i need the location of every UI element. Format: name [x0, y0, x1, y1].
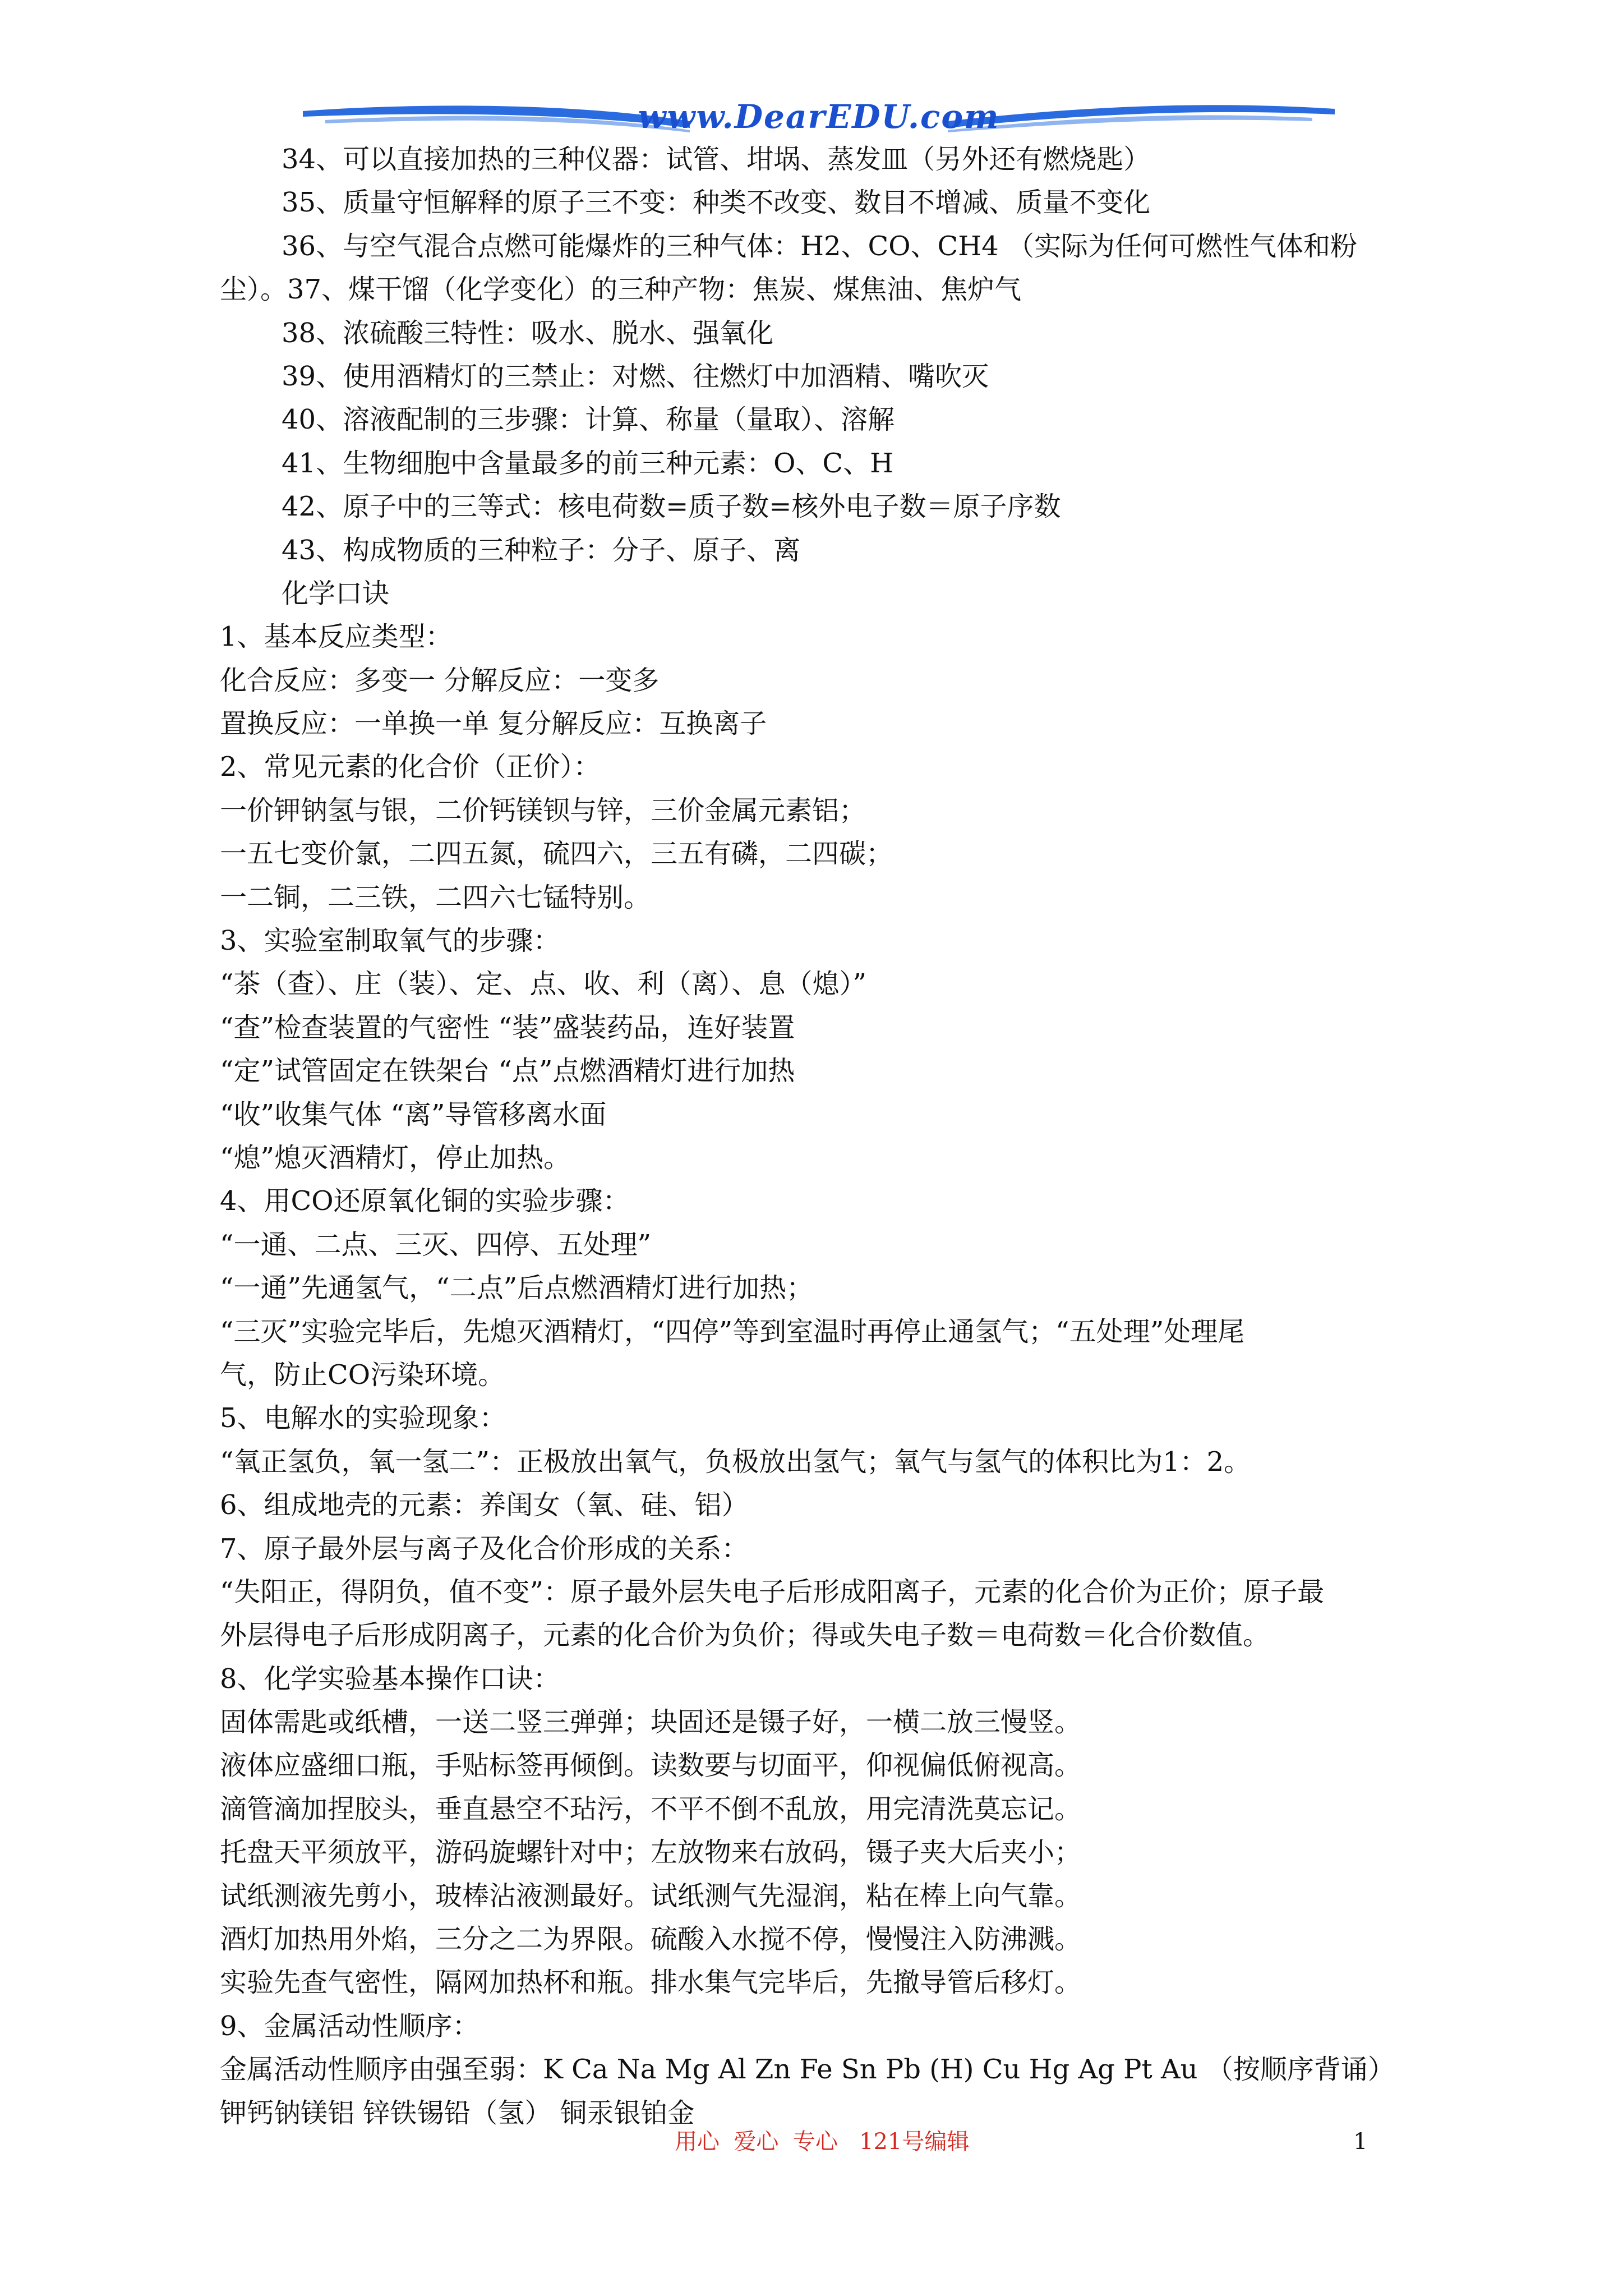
text-line: 托盘天平须放平，游码旋螺针对中；左放物来右放码，镊子夹大后夹小； — [220, 1837, 1082, 1869]
text-line: 钾钙钠镁铝 锌铁锡铅（氢） 铜汞银铂金 — [220, 2097, 695, 2129]
text-line: 化合反应：多变一 分解反应：一变多 — [220, 664, 660, 696]
section-heading: 6、组成地壳的元素：养闺女（氧、硅、铝） — [220, 1489, 749, 1521]
text-line: “定”试管固定在铁架台 “点”点燃酒精灯进行加热 — [220, 1055, 795, 1087]
page-footer — [0, 2126, 1623, 2165]
section-heading: 9、金属活动性顺序： — [220, 2010, 479, 2042]
text-line: 气，防止CO污染环境。 — [220, 1359, 505, 1391]
section-heading: 1、基本反应类型： — [220, 621, 453, 653]
text-line: 39、使用酒精灯的三禁止：对燃、往燃灯中加酒精、嘴吹灭 — [282, 360, 989, 392]
text-line: 实验先查气密性，隔网加热杯和瓶。排水集气完毕后，先撤导管后移灯。 — [220, 1967, 1082, 1999]
text-line: 34、可以直接加热的三种仪器：试管、坩埚、蒸发皿（另外还有燃烧匙） — [282, 144, 1151, 175]
text-line: “收”收集气体 “离”导管移离水面 — [220, 1098, 607, 1130]
site-name[interactable]: www.DearEDU.com — [638, 98, 1000, 136]
text-line: 液体应盛细口瓶，手贴标签再倾倒。读数要与切面平，仰视偏低俯视高。 — [220, 1750, 1082, 1782]
text-line: “氧正氢负，氧一氢二”：正极放出氧气，负极放出氢气；氧气与氢气的体积比为1：2。 — [220, 1446, 1251, 1478]
section-heading: 2、常见元素的化合价（正价）： — [220, 751, 601, 783]
text-line: 43、构成物质的三种粒子：分子、原子、离 — [282, 534, 801, 566]
text-line: 35、质量守恒解释的原子三不变：种类不改变、数目不增减、质量不变化 — [282, 187, 1151, 219]
text-line: 固体需匙或纸槽，一送二竖三弹弹；块固还是镊子好，一横二放三慢竖。 — [220, 1706, 1082, 1738]
section-heading: 化学口诀 — [282, 577, 390, 609]
section-heading: 4、用CO还原氧化铜的实验步骤： — [220, 1185, 630, 1217]
text-line: “熄”熄灭酒精灯，停止加热。 — [220, 1142, 571, 1174]
section-heading: 3、实验室制取氧气的步骤： — [220, 925, 560, 957]
text-line: “失阳正，得阴负，值不变”：原子最外层失电子后形成阳离子，元素的化合价为正价；原子最 — [220, 1576, 1325, 1608]
section-heading: 5、电解水的实验现象： — [220, 1402, 506, 1434]
section-heading: 7、原子最外层与离子及化合价形成的关系： — [220, 1533, 749, 1565]
text-line: 尘）。37、煤干馏（化学变化）的三种产物：焦炭、煤焦油、焦炉气 — [220, 274, 1022, 306]
text-line: 36、与空气混合点燃可能爆炸的三种气体：H2、CO、CH4 （实际为任何可燃性气体和粉 — [282, 230, 1357, 262]
text-line: 滴管滴加捏胶头，垂直悬空不玷污，不平不倒不乱放，用完清洗莫忘记。 — [220, 1793, 1082, 1825]
text-line: 一五七变价氯，二四五氮，硫四六，三五有磷，二四碳； — [220, 838, 893, 870]
text-line: “一通、二点、三灭、四停、五处理” — [220, 1228, 652, 1260]
text-line: 38、浓硫酸三特性：吸水、脱水、强氧化 — [282, 317, 774, 349]
footer-editor-note: 用心 爱心 专心 121号编辑 — [675, 2129, 970, 2155]
text-line: 试纸测液先剪小，玻棒沾液测最好。试纸测气先湿润，粘在棒上向气靠。 — [220, 1880, 1082, 1912]
text-line: 一价钾钠氢与银，二价钙镁钡与锌，三价金属元素铝； — [220, 794, 866, 826]
text-line: 41、生物细胞中含量最多的前三种元素：O、C、H — [282, 447, 894, 479]
document-body — [220, 138, 1426, 2135]
text-line: 金属活动性顺序由强至弱：K Ca Na Mg Al Zn Fe Sn Pb (H) Cu Hg Ag Pt Au （按顺序背诵） — [220, 2054, 1395, 2086]
text-line: 酒灯加热用外焰，三分之二为界限。硫酸入水搅不停，慢慢注入防沸溅。 — [220, 1924, 1082, 1955]
text-line: 42、原子中的三等式：核电荷数=质子数=核外电子数＝原子序数 — [282, 491, 1061, 523]
text-line: 外层得电子后形成阴离子，元素的化合价为负价；得或失电子数＝电荷数＝化合价数值。 — [220, 1619, 1270, 1651]
text-line: “三灭”实验完毕后，先熄灭酒精灯，“四停”等到室温时再停止通氢气；“五处理”处理尾 — [220, 1315, 1245, 1347]
text-line: 置换反应：一单换一单 复分解反应：互换离子 — [220, 708, 767, 740]
text-line: 40、溶液配制的三步骤：计算、称量（量取）、溶解 — [282, 404, 895, 436]
text-line: “茶（查）、庄（装）、定、点、收、利（离）、息（熄）” — [220, 968, 867, 1000]
text-line: “查”检查装置的气密性 “装”盛装药品，连好装置 — [220, 1011, 795, 1043]
text-line: “一通”先通氢气，“二点”后点燃酒精灯进行加热； — [220, 1272, 814, 1304]
page-number: 1 — [1353, 2129, 1368, 2155]
section-heading: 8、化学实验基本操作口诀： — [220, 1663, 560, 1695]
text-line: 一二铜，二三铁，二四六七锰特别。 — [220, 881, 651, 913]
